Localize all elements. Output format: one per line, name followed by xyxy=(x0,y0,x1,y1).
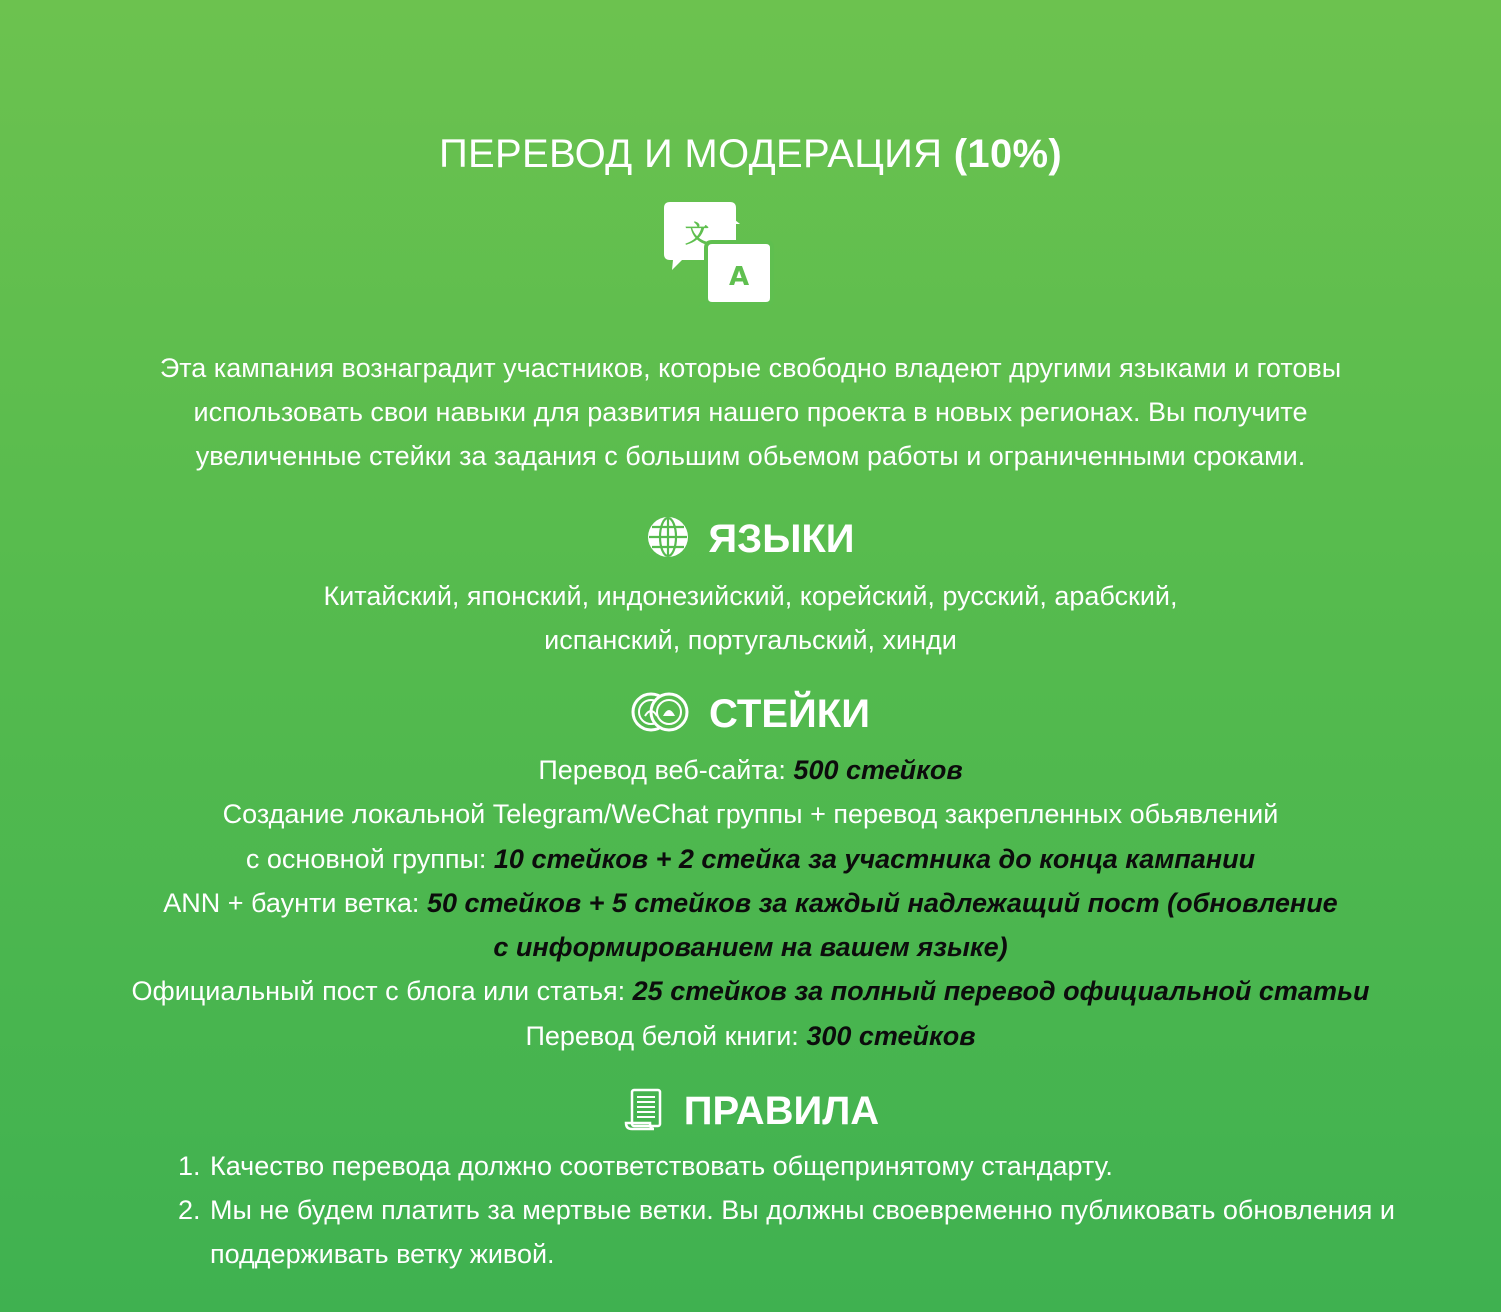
stake-value: 10 стейков + 2 стейка за участника до конца кампании xyxy=(493,843,1256,874)
stake-label: Создание локальной Telegram/WeChat группы + перевод закрепленных обьявлений xyxy=(222,799,1279,830)
stake-label: Официальный пост с блога или статья: xyxy=(131,976,633,1007)
stakes-heading xyxy=(0,692,1501,738)
rule-item: 1. Качество перевода должно соответствовать общепринятому стандарту. xyxy=(208,1144,1408,1188)
stake-value: 50 стейков + 5 стейков за каждый надлежащий пост (обновление xyxy=(426,887,1338,918)
stake-label: Перевод белой книги: xyxy=(525,1020,807,1051)
stake-value: 25 стейков за полный перевод официальной статьи xyxy=(632,976,1370,1007)
page-title xyxy=(0,132,1501,177)
stake-item xyxy=(0,1014,1501,1058)
stake-label: Перевод веб-сайта: xyxy=(538,755,794,785)
rules-heading-label: ПРАВИЛА xyxy=(683,1089,880,1133)
stake-item xyxy=(0,969,1501,1013)
page-title-percent: (10%) xyxy=(953,132,1062,176)
rule-item: 2. Мы не будем платить за мертвые ветки. Вы должны своевременно публиковать обновления и поддерживать ветку живой. xyxy=(208,1188,1408,1276)
intro-line: увеличенные стейки за задания с большим обьемом работы и ограниченными сроками. xyxy=(195,441,1306,471)
intro-text xyxy=(0,346,1501,478)
svg-text:文: 文 xyxy=(685,220,709,248)
languages-heading xyxy=(0,517,1501,563)
stake-item xyxy=(0,881,1501,970)
languages-heading-label: ЯЗЫКИ xyxy=(708,517,855,561)
stake-item xyxy=(0,792,1501,881)
intro-line: Эта кампания вознаградит участников, которые свободно владеют другими языками и готовы xyxy=(159,353,1342,383)
stake-value: с информированием на вашем языке) xyxy=(493,932,1008,963)
languages-line: Китайский, японский, индонезийский, корейский, русский, арабский, xyxy=(323,581,1178,611)
stake-item xyxy=(0,748,1501,792)
stake-value: 300 стейков xyxy=(806,1020,976,1051)
rules-list xyxy=(176,1144,1408,1276)
stake-label: с основной группы: xyxy=(245,843,494,874)
languages-list xyxy=(0,574,1501,662)
svg-text:A: A xyxy=(728,262,750,292)
translate-icon xyxy=(664,198,774,308)
coins-icon xyxy=(631,690,691,734)
globe-icon xyxy=(646,515,690,559)
rules-heading xyxy=(0,1089,1501,1135)
stakes-list xyxy=(0,748,1501,1058)
page-title-text: ПЕРЕВОД И МОДЕРАЦИЯ xyxy=(438,132,943,176)
stakes-heading-label: СТЕЙКИ xyxy=(709,692,870,736)
stake-value: 500 стейков xyxy=(793,755,963,785)
document-icon xyxy=(622,1087,666,1131)
languages-line: испанский, португальский, хинди xyxy=(544,625,957,655)
intro-line: использовать свои навыки для развития нашего проекта в новых регионах. Вы получите xyxy=(193,397,1308,427)
stake-label: ANN + баунти ветка: xyxy=(163,887,427,918)
